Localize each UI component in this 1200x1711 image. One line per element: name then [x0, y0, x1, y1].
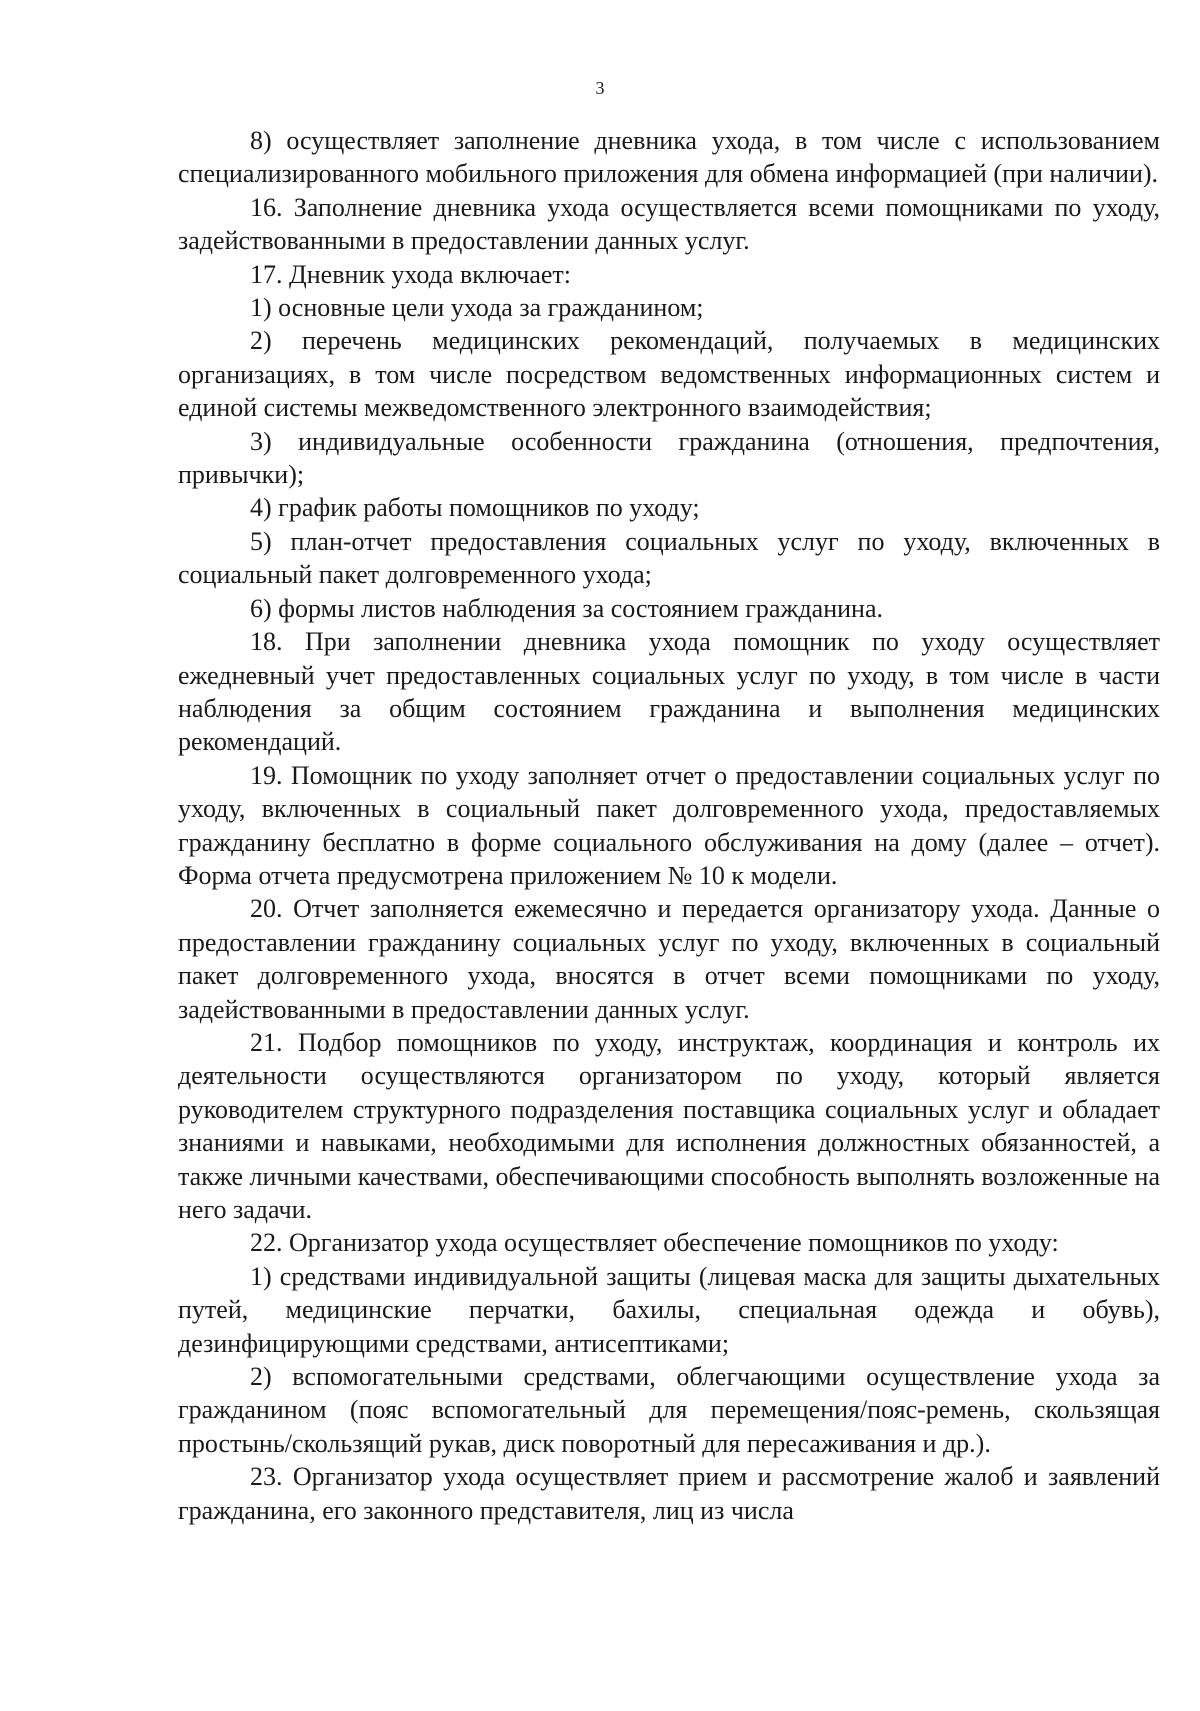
paragraph-17-item-6: 6) формы листов наблюдения за состоянием гражданина. — [250, 593, 883, 623]
paragraph-19: 19. Помощник по уходу заполняет отчет о предоставлении социальных услуг по уходу, включенных в социальный пакет долговременного ухода, предоставляемых гражданину бесплатно в форме социального обслуживания на дому (далее – отчет). Форма отчета предусмотрена приложением № 10 к модели. — [178, 760, 1160, 890]
paragraph-22-item-1: 1) средствами индивидуальной защиты (лицевая маска для защиты дыхательных путей, медицинские перчатки, бахилы, специальная одежда и обувь), дезинфицирующими средствами, антисептиками; — [178, 1261, 1160, 1358]
paragraph-17: 17. Дневник ухода включает: — [250, 259, 572, 289]
paragraph-17-item-4: 4) график работы помощников по уходу; — [250, 493, 700, 523]
paragraph-17-item-1: 1) основные цели ухода за гражданином; — [250, 293, 704, 323]
paragraph-16: 16. Заполнение дневника ухода осуществляется всеми помощниками по уходу, задействованными в предоставлении данных услуг. — [178, 192, 1160, 256]
paragraph-21: 21. Подбор помощников по уходу, инструктаж, координация и контроль их деятельности осуществляются организатором по уходу, который является руководителем структурного подразделения поставщика социальных услуг и обладает знаниями и навыками, необходимыми для исполнения должностных обязанностей, а также личными качествами, обеспечивающими способность выполнять возложенные на него задачи. — [178, 1027, 1160, 1224]
paragraph-20: 20. Отчет заполняется ежемесячно и передается организатору ухода. Данные о предоставлении гражданину социальных услуг по уходу, включенных в социальный пакет долговременного ухода, вносятся в отчет всеми помощниками по уходу, задействованными в предоставлении данных услуг. — [178, 894, 1160, 1024]
paragraph-22-item-2: 2) вспомогательными средствами, облегчающими осуществление ухода за гражданином (пояс вспомогательный для перемещения/пояс-ремень, скользящая простынь/скользящий рукав, диск поворотный для пересаживания и др.). — [178, 1362, 1160, 1458]
paragraph-17-item-3: 3) индивидуальные особенности гражданина (отношения, предпочтения, привычки); — [178, 426, 1160, 490]
paragraph-17-item-5: 5) план-отчет предоставления социальных услуг по уходу, включенных в социальный пакет долговременного ухода; — [178, 526, 1160, 590]
document-body — [178, 124, 1160, 1527]
paragraph-17-item-2: 2) перечень медицинских рекомендаций, получаемых в медицинских организациях, в том числе посредством ведомственных информационных систем и единой системы межведомственного электронного взаимодействия; — [178, 326, 1160, 423]
paragraph-22: 22. Организатор ухода осуществляет обеспечение помощников по уходу: — [250, 1228, 1059, 1258]
paragraph-item-8: 8) осуществляет заполнение дневника ухода, в том числе с использованием специализированного мобильного приложения для обмена информацией (при наличии). — [178, 126, 1160, 189]
paragraph-23: 23. Организатор ухода осуществляет прием и рассмотрение жалоб и заявлений гражданина, его законного представителя, лиц из числа — [178, 1462, 1160, 1525]
page-number: 3 — [595, 78, 605, 98]
paragraph-18: 18. При заполнении дневника ухода помощник по уходу осуществляет ежедневный учет предоставленных социальных услуг по уходу, в том числе в части наблюдения за общим состоянием гражданина и выполнения медицинских рекомендаций. — [178, 627, 1160, 757]
